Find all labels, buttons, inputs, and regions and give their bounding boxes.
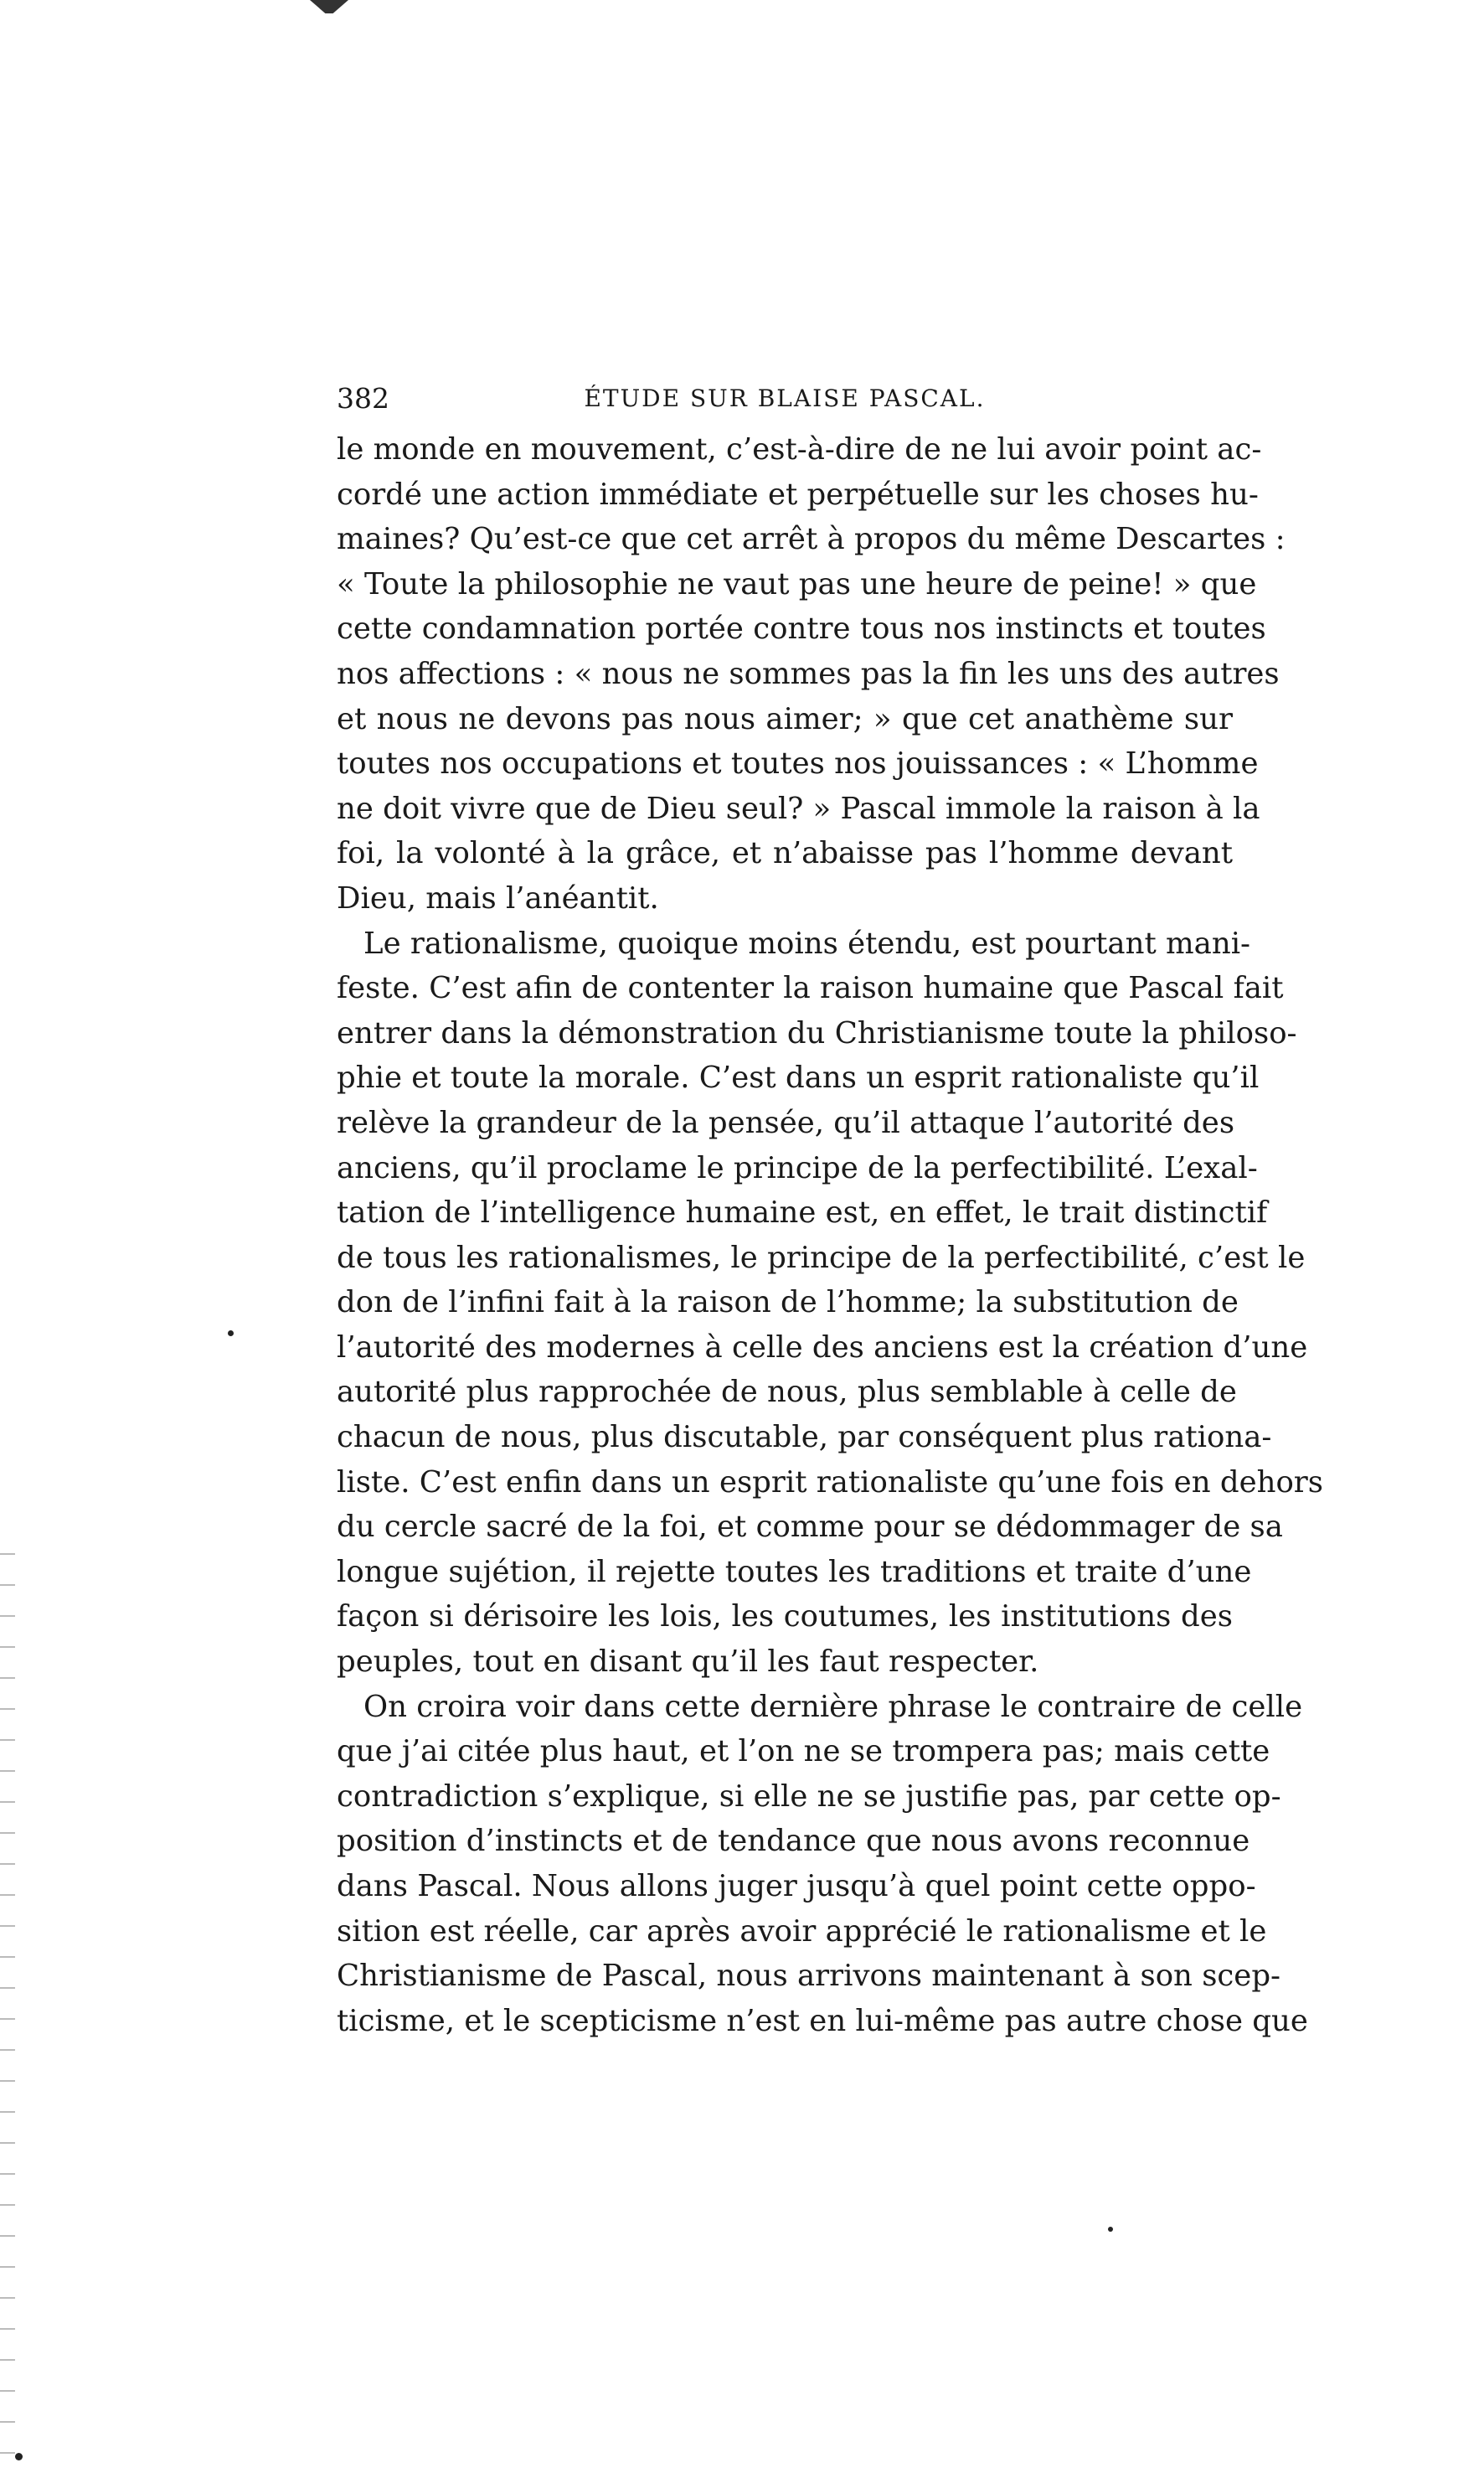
- text-line: liste. C’est enfin dans un esprit rationaliste qu’une fois en dehors: [337, 1464, 1324, 1500]
- text-line: phie et toute la morale. C’est dans un esprit rationaliste qu’il: [337, 1061, 1260, 1096]
- text-line: ne doit vivre que de Dieu seul? » Pascal immole la raison à la: [337, 791, 1260, 826]
- text-line: Christianisme de Pascal, nous arrivons maintenant à son scep-: [337, 1959, 1281, 1994]
- scan-speck: [1108, 2227, 1113, 2232]
- page-number: 382: [337, 382, 389, 415]
- scan-speck: [15, 2453, 23, 2460]
- page-header: [337, 375, 1233, 422]
- text-line: longue sujétion, il rejette toutes les traditions et traite d’une: [337, 1554, 1252, 1589]
- text-line: ticisme, et le scepticisme n’est en lui-même pas autre chose que: [337, 2003, 1308, 2038]
- paragraph-end-line: Dieu, mais l’anéantit.: [337, 880, 659, 916]
- body-text: [337, 427, 1324, 2043]
- text-line: feste. C’est afin de contenter la raison humaine que Pascal fait: [337, 971, 1284, 1006]
- text-line: le monde en mouvement, c’est-à-dire de ne lui avoir point ac-: [337, 432, 1262, 467]
- scan-speck: [228, 1330, 234, 1336]
- text-line: autorité plus rapprochée de nous, plus semblable à celle de: [337, 1375, 1237, 1410]
- text-line: don de l’infini fait à la raison de l’homme; la substitution de: [337, 1285, 1239, 1320]
- text-line: cette condamnation portée contre tous nos instincts et toutes: [337, 612, 1266, 647]
- scan-artifact-top: [310, 0, 348, 13]
- text-line: « Toute la philosophie ne vaut pas une heure de peine! » que: [337, 566, 1257, 601]
- paragraph-start-line: Le rationalisme, quoique moins étendu, est pourtant mani-: [363, 926, 1251, 961]
- scan-edge-noise: [0, 1541, 15, 2471]
- paragraph-start-line: On croira voir dans cette dernière phrase le contraire de celle: [363, 1689, 1303, 1724]
- text-line: anciens, qu’il proclame le principe de la perfectibilité. L’exal-: [337, 1150, 1258, 1185]
- text-line: position d’instincts et de tendance que nous avons reconnue: [337, 1824, 1250, 1859]
- text-line: foi, la volonté à la grâce, et n’abaisse pas l’homme devant: [337, 836, 1233, 871]
- text-line: contradiction s’explique, si elle ne se justifie pas, par cette op-: [337, 1779, 1281, 1814]
- text-line: sition est réelle, car après avoir apprécié le rationalisme et le: [337, 1913, 1267, 1949]
- text-line: de tous les rationalismes, le principe de la perfectibilité, c’est le: [337, 1240, 1306, 1275]
- text-line: l’autorité des modernes à celle des anciens est la création d’une: [337, 1329, 1308, 1365]
- paragraph-end-line: peuples, tout en disant qu’il les faut respecter.: [337, 1644, 1039, 1680]
- text-line: façon si dérisoire les lois, les coutumes, les institutions des: [337, 1599, 1233, 1634]
- text-line: tation de l’intelligence humaine est, en effet, le trait distinctif: [337, 1195, 1268, 1231]
- text-line: du cercle sacré de la foi, et comme pour se dédommager de sa: [337, 1510, 1283, 1545]
- text-line: toutes nos occupations et toutes nos jouissances : « L’homme: [337, 746, 1259, 782]
- text-line: entrer dans la démonstration du Christianisme toute la philoso-: [337, 1015, 1297, 1051]
- text-line: que j’ai citée plus haut, et l’on ne se trompera pas; mais cette: [337, 1734, 1270, 1769]
- text-line: et nous ne devons pas nous aimer; » que cet anathème sur: [337, 701, 1233, 736]
- text-line: nos affections : « nous ne sommes pas la fin les uns des autres: [337, 656, 1280, 691]
- text-line: maines? Qu’est-ce que cet arrêt à propos du même Descartes :: [337, 522, 1286, 557]
- text-line: dans Pascal. Nous allons juger jusqu’à quel point cette oppo-: [337, 1869, 1256, 1903]
- text-line: cordé une action immédiate et perpétuelle sur les choses hu-: [337, 477, 1259, 512]
- text-line: chacun de nous, plus discutable, par conséquent plus rationa-: [337, 1420, 1272, 1455]
- running-title: ÉTUDE SUR BLAISE PASCAL.: [584, 385, 986, 412]
- text-line: relève la grandeur de la pensée, qu’il attaque l’autorité des: [337, 1105, 1235, 1140]
